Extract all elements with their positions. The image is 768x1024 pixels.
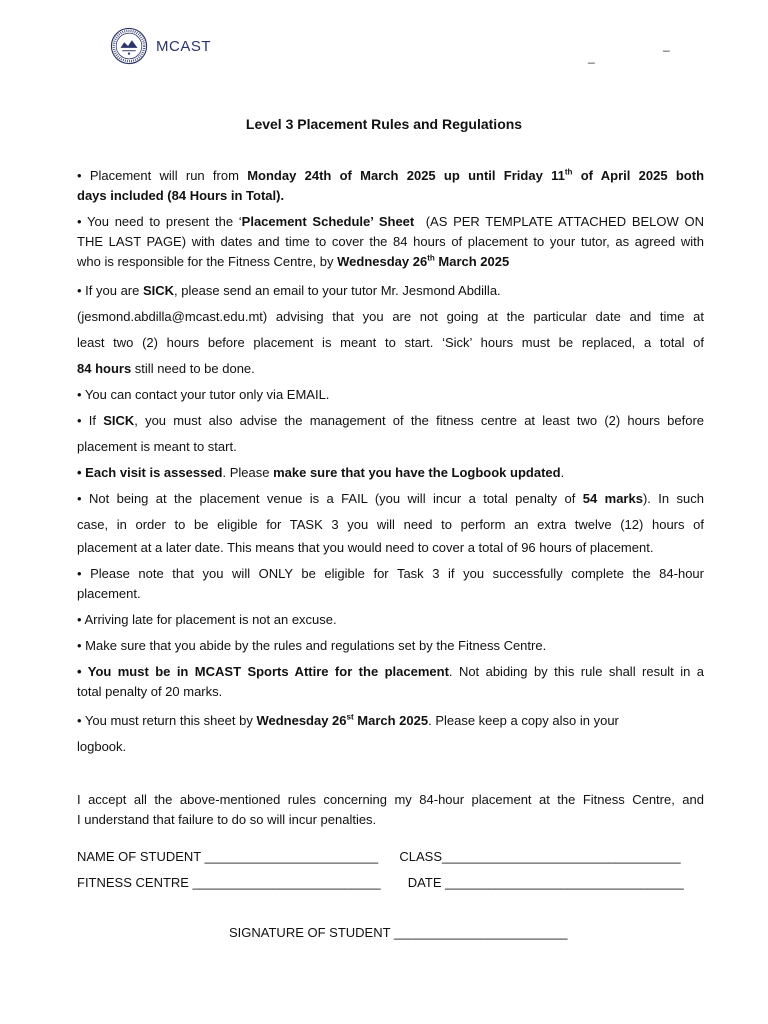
page-title: Level 3 Placement Rules and Regulations	[245, 116, 523, 132]
rule-placement-dates-line2: days included (84 Hours in Total).	[77, 188, 285, 203]
rule-late-arrival: • Arriving late for placement is not an excuse.	[77, 612, 337, 627]
rule-schedule-sheet-line2: THE LAST PAGE) with dates and time to cover the 84 hours of placement to your tutor, as agreed with	[77, 234, 704, 249]
rule-sick-line2: (jesmond.abdilla@mcast.edu.mt) advising that you are not going at the particular date and time at	[77, 309, 704, 324]
rule-fail-penalty-line2: case, in order to be eligible for TASK 3 you will need to perform an extra twelve (12) hours of	[77, 517, 704, 532]
rule-return-sheet-line2: logbook.	[77, 739, 127, 754]
mcast-seal-icon	[110, 27, 148, 65]
rule-sports-attire: • You must be in MCAST Sports Attire for the placement. Not abiding by this rule shall result in a	[77, 664, 704, 679]
rules-list	[77, 166, 704, 830]
header-dash: _	[588, 50, 595, 64]
acceptance-statement-line2: I understand that failure to do so will incur penalties.	[77, 812, 377, 827]
rule-task3-eligibility-line2: placement.	[77, 586, 141, 601]
rule-sick: • If you are SICK, please send an email to your tutor Mr. Jesmond Abdilla.	[77, 283, 501, 298]
signature-field[interactable]: SIGNATURE OF STUDENT ________________________	[229, 925, 568, 940]
fitness-centre-field[interactable]: FITNESS CENTRE __________________________	[77, 875, 381, 890]
brand-name: MCAST	[156, 37, 211, 55]
rule-schedule-sheet: • You need to present the ‘Placement Schedule’ Sheet (AS PER TEMPLATE ATTACHED BELOW ON	[77, 214, 704, 229]
student-name-field[interactable]: NAME OF STUDENT ________________________	[77, 849, 379, 864]
mcast-logo	[110, 27, 211, 65]
rule-contact-email: • You can contact your tutor only via EMAIL.	[77, 387, 330, 402]
form-row-centre-date	[77, 875, 684, 890]
class-field[interactable]: CLASS_________________________________	[399, 849, 681, 864]
rule-sports-attire-line2: total penalty of 20 marks.	[77, 684, 223, 699]
rule-sick-advise-line2: placement is meant to start.	[77, 439, 237, 454]
rule-schedule-sheet-line3: who is responsible for the Fitness Centre, by Wednesday 26th March 2025	[77, 253, 510, 269]
rule-sick-advise: • If SICK, you must also advise the management of the fitness centre at least two (2) hours before	[77, 413, 705, 428]
rule-sick-line3: least two (2) hours before placement is meant to start. ‘Sick’ hours must be replaced, a total of	[77, 335, 704, 350]
rule-fail-penalty-line3: placement at a later date. This means that you would need to cover a total of 96 hours of placement.	[77, 540, 654, 555]
acceptance-statement: I accept all the above-mentioned rules concerning my 84-hour placement at the Fitness Centre, and	[77, 792, 704, 807]
rule-placement-dates: • Placement will run from Monday 24th of March 2025 up until Friday 11th of April 2025 both	[77, 167, 705, 183]
date-field[interactable]: DATE _________________________________	[407, 875, 684, 890]
rule-task3-eligibility: • Please note that you will ONLY be eligible for Task 3 if you successfully complete the 84-hour	[77, 566, 704, 581]
form-row-name-class	[77, 849, 681, 864]
header-dash: _	[663, 38, 670, 52]
rule-abide: • Make sure that you abide by the rules and regulations set by the Fitness Centre.	[77, 638, 547, 653]
rule-sick-line4: 84 hours still need to be done.	[77, 361, 255, 376]
rule-return-sheet: • You must return this sheet by Wednesday 26st March 2025. Please keep a copy also in your	[77, 712, 619, 728]
rule-fail-penalty: • Not being at the placement venue is a FAIL (you will incur a total penalty of 54 marks). In such	[77, 491, 705, 506]
rule-visit-assessed: • Each visit is assessed. Please make sure that you have the Logbook updated.	[77, 465, 565, 480]
